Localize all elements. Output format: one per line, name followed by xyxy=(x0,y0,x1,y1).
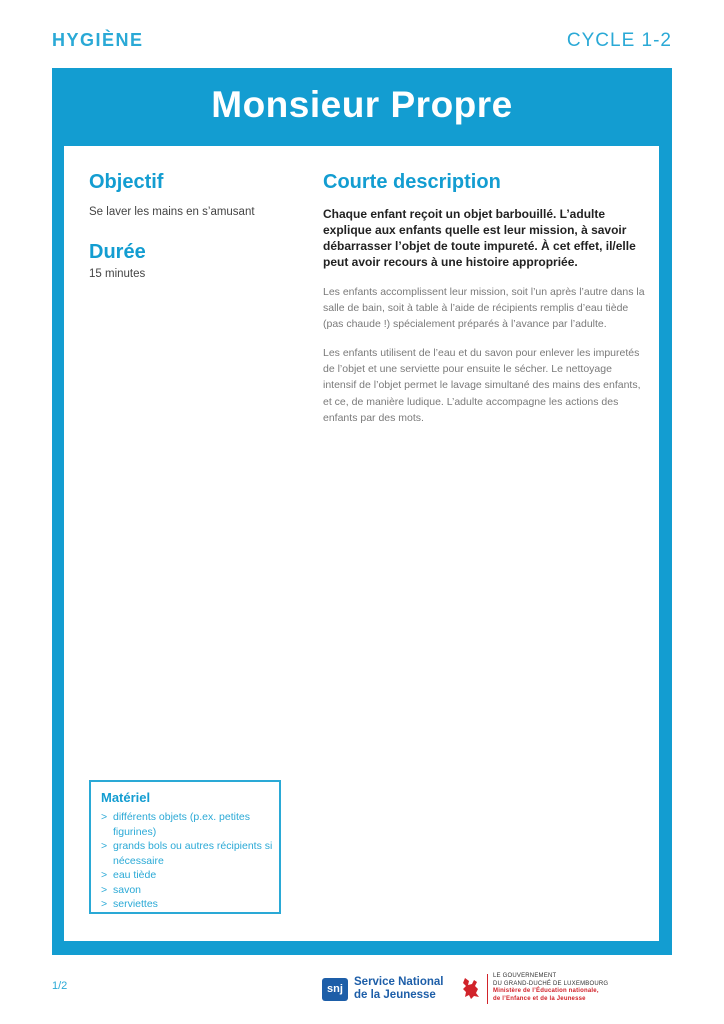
duree-heading: Durée xyxy=(89,241,146,263)
objectif-heading: Objectif xyxy=(89,171,164,193)
description-paragraph-2: Les enfants utilisent de l’eau et du savon pour enlever les impuretés de l’objet et une serviette pour ensuite le sécher. Le nettoyage intensif de l’objet permet le lavage simultané des mains des enfants, et ce, de manière ludique. L’adulte accompagne les actions des enfants par des mots. xyxy=(323,347,641,424)
snj-line-1: Service National xyxy=(354,976,444,988)
description-heading: Courte description xyxy=(323,171,501,193)
gov-line-2: DU GRAND-DUCHÉ DE LUXEMBOURG xyxy=(493,980,609,987)
objectif-text: Se laver les mains en s’amusant xyxy=(89,206,255,218)
duree-text: 15 minutes xyxy=(89,268,146,280)
government-name xyxy=(493,973,608,1003)
snj-logo-icon: snj xyxy=(322,978,348,1001)
list-item: > différents objets (p.ex. petites figurines) xyxy=(101,810,276,839)
list-item: > serviettes xyxy=(101,897,276,912)
materiel-heading: Matériel xyxy=(101,790,151,805)
activity-card xyxy=(52,68,672,955)
gov-line-1: LE GOUVERNEMENT xyxy=(493,973,557,979)
description-paragraph-1: Les enfants accomplissent leur mission, soit l’un après l’autre dans la salle de bain, soit à table à l’aide de récipients remplis d’eau tiède (pas chaude !) spécialement préparés à l’avance par l’adulte. xyxy=(323,286,645,331)
card-content xyxy=(64,146,659,941)
page-number: 1/2 xyxy=(52,980,68,992)
materiel-box xyxy=(89,780,281,914)
materiel-list xyxy=(101,810,276,912)
cycle-label: CYCLE 1-2 xyxy=(566,30,672,51)
gov-divider xyxy=(487,974,488,1004)
category-label: HYGIÈNE xyxy=(52,30,144,50)
list-item: > savon xyxy=(101,883,276,898)
page-title: Monsieur Propre xyxy=(211,84,513,125)
lion-icon xyxy=(459,975,483,1001)
description-lead: Chaque enfant reçoit un objet barbouillé. L’adulte explique aux enfants quelle est leur mission, à savoir débarrasser l’objet de toute impureté. À cet effet, il/elle peut avoir recours à une histoire appropriée. xyxy=(323,207,636,269)
gov-line-4: de l’Enfance et de la Jeunesse xyxy=(493,995,586,1002)
list-item: > grands bols ou autres récipients si nécessaire xyxy=(101,839,276,868)
snj-name xyxy=(354,976,443,1002)
snj-line-2: de la Jeunesse xyxy=(354,989,436,1001)
list-item: > eau tiède xyxy=(101,868,276,883)
gov-line-3: Ministère de l’Éducation nationale, xyxy=(493,988,599,994)
